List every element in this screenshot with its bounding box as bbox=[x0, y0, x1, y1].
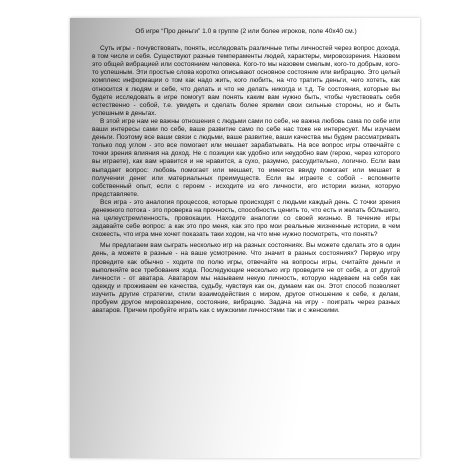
paragraph-analogy: Вся игра - это аналогия процессов, которые происходят с людьми каждый день. С точки зрения денежного потока - это проверка на прочность, способность ценить то, что есть и желать бОльшего, на целеустремленность, провокации. Находите аналогии со своей жизнью. В течение игры задавайте себе вопрос: а как это про меня, как это про мои реальные жизненные истории, в чем схожесть, что игра мне хочет показать таки ходом, на что мне нужно посмотреть, что понять? bbox=[92, 198, 400, 239]
paragraph-essence: Суть игры - почувствовать, понять, исследовать различные типы личностей через вопрос дохода, в том числе и себя. Существуют разные темпераменты людей, характеры, мировоззрения. Назовем это общей вибрацией или состоянием человека. Кого-то мы назовем смелым, кого-то добрым, кого-то успешным. Эти простые слова коротко описывают основное состояние или вибрацию. Это целый комплекс информации о том как надо жить, кого любить, на что тратить деньги, чего хотеть, как относится к людям и себе, что делать и что не делать никогда и т.д. Те состояния, которые вы будете исследовать в игре помогут вам понять каким вам нужно быть, чтобы чувствовать себя естественно - собой, т.е. увидеть и сделать более яркими свои сильные стороны, но и быть успешным в деньгах. bbox=[92, 45, 400, 117]
document-page bbox=[70, 18, 420, 458]
document-title: Об игре “Про деньги” 1.0 в группе (2 или более игроков, поле 40х40 см.) bbox=[135, 28, 357, 35]
paragraph-money-focus: В этой игре нам не важны отношения с людьми сами по себе, не важна любовь сама по себе или ваши интересы сами по себе, ваше развитие само по себе нас тоже не интересует. Мы изучаем деньги. Поэтому все ваши связи с людьми, ваше развитие, ваши качества мы будем рассматривать только под углом - это все помогает или мешает зарабатывать. На все вопрос игры отвечайте с точки зрения влияния на доход. Не с позиции как удобно или неудобно вам (герою, через которого вы играете), как вам нравится и не нравится, а сухо, разумно, рассудительно, логично. Если вам выпадает вопрос: любовь помогает или мешает, то имеется ввиду помогает или мешает в получении денег или материальных преимуществ. Если вы играете с собой - вспомните собственный опыт, если с героем - исходите из его личности, его истории жизни, которую представляете. bbox=[92, 117, 400, 198]
paragraph-avatars: Мы предлагаем вам сыграть несколько игр на разных состояниях. Вы можете сделать это в один день, а можете в разные - на ваше усмотрение. Что значит в разных состояниях? Первую игру проведите как обычно - ходите по полю игры, отвечайте на вопросы игры, считайте деньги и выполняйте все требования хода. Последующие несколько игр проведите не от себя, а от другой личности - от аватара. Аватаром мы называем некую личность, которую надеваем на себя как одежду и проживаем ее качества, судьбу, чувствуя как он, думаем как он. Этот способ позволяет изучить другие стратегии, стили взаимодействия с миром, другое отношение к себе, к делам, пробуем другое мировоззрение, состояние, вибрацию. Задача на игру - поиграть через разных аватаров. Причем пробуйте играть как с мужскими личностями так и с женскими. bbox=[92, 242, 400, 315]
